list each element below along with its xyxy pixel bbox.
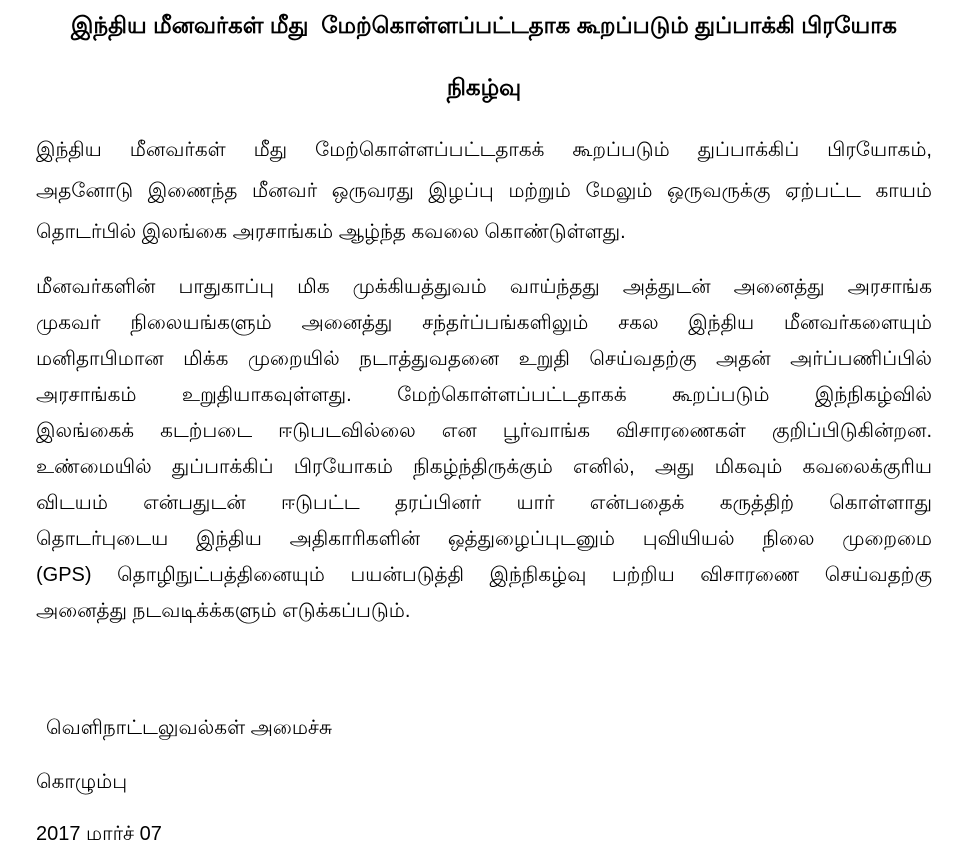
footer-date: 2017 மார்ச் 07 bbox=[36, 823, 162, 845]
document-footer bbox=[36, 711, 932, 851]
paragraph-1 bbox=[36, 130, 932, 253]
paragraph-line: விடயம் என்பதுடன் ஈடுபட்ட தரப்பினர் யார் என்பதைக் கருத்திற் கொள்ளாது bbox=[36, 492, 932, 514]
paragraph-line: மீனவர்களின் பாதுகாப்பு மிக முக்கியத்துவம் வாய்ந்தது அத்துடன் அனைத்து அரசாங்க bbox=[36, 276, 932, 298]
footer-city: கொழும்பு bbox=[36, 771, 128, 793]
paragraph-line: அதனோடு இணைந்த மீனவர் ஒருவரது இழப்பு மற்றும் மேலும் ஒருவருக்கு ஏற்பட்ட காயம் bbox=[36, 180, 932, 202]
document-title-line2: நிகழ்வு bbox=[446, 74, 522, 100]
document-title-line1: இந்திய மீனவர்கள் மீது மேற்கொள்ளப்பட்டதாக கூறப்படும் துப்பாக்கி பிரயோக bbox=[71, 12, 897, 38]
paragraph-line: (GPS) தொழிநுட்பத்தினையும் பயன்படுத்தி இந்நிகழ்வு பற்றிய விசாரணை செய்வதற்கு bbox=[36, 564, 932, 586]
paragraph-line: மனிதாபிமான மிக்க முறையில் நடாத்துவதனை உறுதி செய்வதற்கு அதன் அர்ப்பணிப்பில் bbox=[36, 348, 932, 370]
paragraph-2 bbox=[36, 269, 932, 629]
paragraph-line: தொடர்பில் இலங்கை அரசாங்கம் ஆழ்ந்த கவலை கொண்டுள்ளது. bbox=[36, 221, 626, 243]
paragraph-line: அரசாங்கம் உறுதியாகவுள்ளது. மேற்கொள்ளப்பட்டதாகக் கூறப்படும் இந்நிகழ்வில் bbox=[36, 384, 932, 406]
paragraph-line: உண்மையில் துப்பாக்கிப் பிரயோகம் நிகழ்ந்திருக்கும் எனில், அது மிகவும் கவலைக்குரிய bbox=[36, 456, 932, 478]
paragraph-line: முகவர் நிலையங்களும் அனைத்து சந்தர்ப்பங்களிலும் சகல இந்திய மீனவர்களையும் bbox=[36, 312, 932, 334]
footer-ministry: வெளிநாட்டலுவல்கள் அமைச்சு bbox=[46, 717, 333, 739]
document-title bbox=[36, 8, 932, 104]
paragraph-line: இலங்கைக் கடற்படை ஈடுபடவில்லை என பூர்வாங்க விசாரணைகள் குறிப்பிடுகின்றன. bbox=[36, 420, 932, 442]
paragraph-line: அனைத்து நடவடிக்க்களும் எடுக்கப்படும். bbox=[36, 600, 411, 622]
paragraph-line: தொடர்புடைய இந்திய அதிகாரிகளின் ஒத்துழைப்புடனும் புவியியல் நிலை முறைமை bbox=[36, 528, 932, 550]
paragraph-line: இந்திய மீனவர்கள் மீது மேற்கொள்ளப்பட்டதாகக் கூறப்படும் துப்பாக்கிப் பிரயோகம், bbox=[36, 139, 932, 161]
